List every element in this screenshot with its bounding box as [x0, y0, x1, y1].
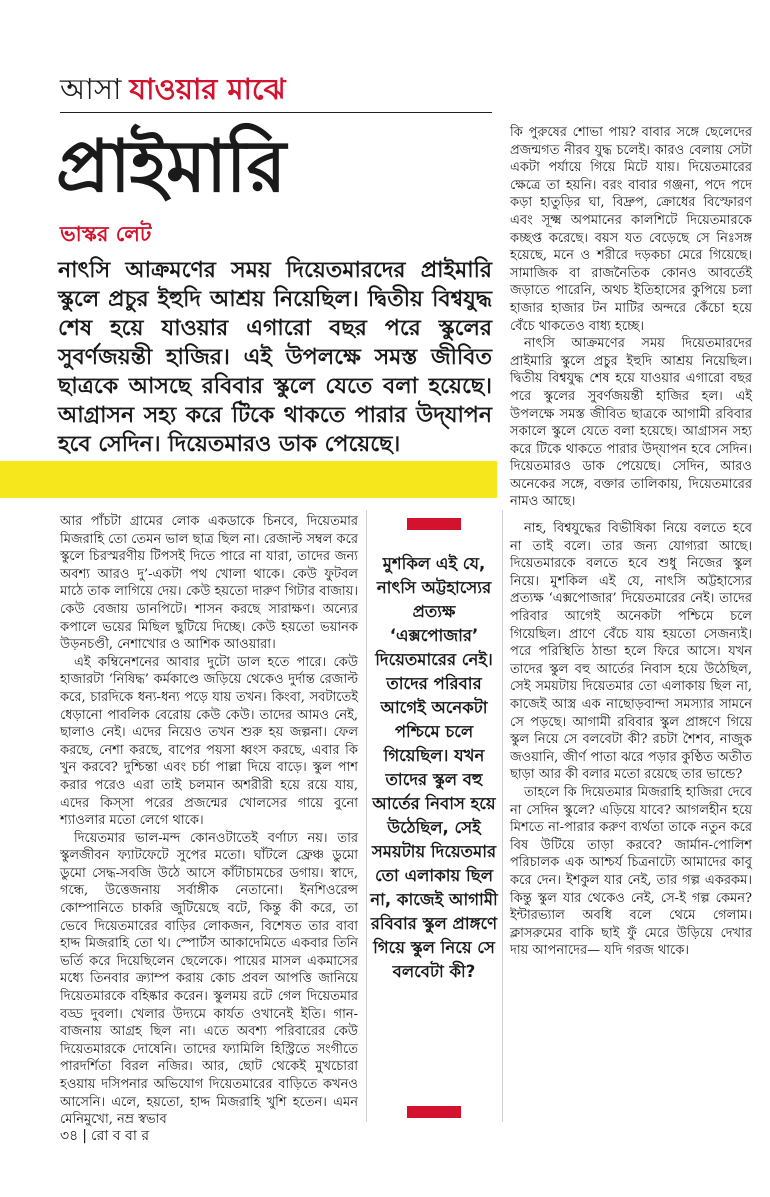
kicker-plain: আসা [60, 72, 122, 106]
paragraph: এই কম্বিনেশনের আবার দুটো ডাল হতে পারে। কেউ হাজারটা ‘নিষিদ্ধ’ কর্মকাণ্ডে জড়িয়ে থেকেও দুর্দান্ত রেজাল্ট করে, চারদিকে ধন্য-ধন্য পড়ে যায় তখন। কিংবা, সবটাতেই ধেড়ানো পাবলিক বেরোয় কেউ কেউ। তাদের আমও নেই, ছালাও নেই। এদের নিয়েও তখন শুরু হয় জল্পনা। ফেল করছে, নেশা করছে, বাপের পয়সা ধ্বংস করছে, এবার কি খুন করবে? দুশ্চিন্তা এবং চর্চা পাল্লা দিয়ে বাড়ে। স্কুল পাশ করার পরেও এরা তাই চলমান অশরীরী হয়ে রয়ে যায়, এদের কিস্‌সা পরের প্রজন্মের খোলসের গায়ে বুনো শ্যাওলার মতো লেগে থাকে। [60, 654, 358, 829]
paragraph: নাৎসি আক্রমণের সময় দিয়েতমারদের প্রাইমারি স্কুলে প্রচুর ইহুদি আশ্রয় নিয়েছিল। দ্বিতীয় বিশ্বযুদ্ধ শেষ হয়ে যাওয়ার এগারো বছর পরে স্কুলের সুবর্ণজয়ন্তী হাজির হল। এই উপলক্ষে সমস্ত জীবিত ছাত্রকে আগামী রবিবার সকালে স্কুলে যেতে বলা হয়েছে। আগ্রাসন সহ্য করে টিকে থাকতে পারার উদ্‌যাপন হবে সেদিন। দিয়েতমারও ডাক পেয়েছে। সেদিন, আরও অনেকের সঙ্গে, বক্তার তালিকায়, দিয়েতমারের নামও আছে। [510, 336, 752, 510]
standfirst: নাৎসি আক্রমণের সময় দিয়েতমারদের প্রাইমারি স্কুলে প্রচুর ইহুদি আশ্রয় নিয়েছিল। দ্বিতীয় বিশ্বযুদ্ধ শেষ হয়ে যাওয়ার এগারো বছর পরে স্কুলের সুবর্ণজয়ন্তী হাজির। এই উপলক্ষে সমস্ত জীবিত ছাত্রকে আসছে রবিবার স্কুলে যেতে বলা হয়েছে। আগ্রাসন সহ্য করে টিকে থাকতে পারার উদ্‌যাপন হবে সেদিন। দিয়েতমারও ডাক পেয়েছে। [58, 258, 492, 457]
footer-separator: | [82, 1128, 87, 1144]
kicker-highlight: যাওয়ার মাঝে [129, 72, 286, 106]
article-title: প্রাইমারি [56, 124, 286, 208]
pull-quote-text: মুশকিল এই যে, নাৎসি অট্টহাস্যের প্রত্যক্ষ ‘এক্সপোজার’ দিয়েতমারের নেই। তাদের পরিবার আগেই অনেকটা পশ্চিমে চলে গিয়েছিল। যখন তাদের স্কুল বহু আর্তের নিবাস হয়ে উঠেছিল, সেই সময়টায় দিয়েতমার তো এলাকায় ছিল না, কাজেই আগামী রবিবার স্কুল প্রাঙ্গণে গিয়ে স্কুল নিয়ে সে বলবেটা কী? [370, 554, 498, 981]
page-footer [60, 1126, 149, 1146]
paragraph: তাহলে কি দিয়েতমার মিজরাহি হাজিরা দেবে না সেদিন স্কুলে? এড়িয়ে যাবে? আগলহীন হয়ে মিশতে না-পারার করুণ ব্যর্থতা তাকে নতুন করে বিষ উটিয়ে তাড়া করবে? জার্মান-পোলিশ পরিচালক এক আশ্চর্য চিত্রনাট্যে আমাদের কাবু করে দেন। ইশকুল যার নেই, তার গল্প একরকম। কিন্তু স্কুল যার থেকেও নেই, সে-ই গল্প কেমন? ইন্টারভ্যাল অবধি বলে থেমে গেলাম। ক্লাসরুমের বাকি ছাই ফুঁ মেরে উড়িয়ে দেখার দায় আপনাদের— যদি গরজ থাকে। [510, 784, 752, 959]
paragraph: কি পুরুষের শোভা পায়? বাবার সঙ্গে ছেলেদের প্রজন্মগত নীরব যুদ্ধ চলেই। কারও বেলায় সেটা একটা পর্যায়ে গিয়ে মিটে যায়। দিয়েতমারের ক্ষেত্রে তা হয়নি। বরং বাবার গঞ্জনা, পদে পদে কড়া হাতুড়ির ঘা, বিদ্রুপ, ক্রোধের বিস্ফোরণ এবং সূক্ষ্ম অপমানের কালশিটে দিয়েতমারকে কচ্ছপ্ত করেছে। বয়স যত বেড়েছে সে নিঃসঙ্গ হয়েছে, মনে ও শরীরে দড়কচা মেরে গিয়েছে। সামাজিক বা রাজনৈতিক কোনও আবর্তেই জড়াতে পারেনি, অথচ ইতিহাসের কুপিয়ে চলা হাজার হাজার টন মাটির অন্দরে কেঁচো হয়ে বেঁচে থাকতেও বাধ্য হচ্ছে। [510, 125, 752, 334]
section-kicker [60, 70, 492, 108]
body-column-right [510, 124, 752, 1119]
page-number: ৩৪ [60, 1128, 79, 1144]
column-divider [502, 510, 503, 1122]
body-column-left [60, 513, 358, 1128]
pull-quote-bar-bottom [407, 1106, 461, 1118]
magazine-name: রো ব বা র [90, 1128, 150, 1144]
paragraph: দিয়েতমার ভাল-মন্দ কোনওটাতেই বর্ণাঢ্য নয়। তার স্কুলজীবন ফ্যাটফেটে সুপের মতো। ঘাঁটলে ফ্রেঞ্চ ডুমো ডুমো সেদ্ধ-সবজি উঠে আসে কাঁটাচামচের ডগায়। স্বাদে, গন্ধে, উত্তেজনায় সর্বাঙ্গীক নেতানো। ইনশিওরেন্স কোম্পানিতে চাকরি জুটিয়েছে বটে, কিন্তু কী করে, তা ভেবে দিয়েতমারের বাড়ির লোকজন, বিশেষত তার বাবা হাদ্দ মিজরাহি তো থ। স্পোর্টস আকাদেমিতে একবার তিনি ভর্তি করে দিয়েছিলেন ছেলেকে। পায়ের মাসল একমাসের মধ্যে তিনবার ক্র্যাম্প করায় কোচ প্রবল আপত্তি জানিয়ে দিয়েতমারকে বহিষ্কার করেন। স্কুলময় রটে গেল দিয়েতমার বড্ড দুবলা। খেলার উদ্যমে কার্যত ওখানেই ইতি। গান-বাজনায় আগ্রহ ছিল না। এতে অবশ্য পরিবারের কেউ দিয়েতমারকে দোষেনি। তাদের ফ্যামিলি হিস্ট্রিতে সংগীতে পারদর্শিতা বিরল নজির। আর, ছোট থেকেই মুখচোরা হওয়ায় দসিপনার অভিযোগ দিয়েতমারের বাড়িতে কখনও আসেনি। এলে, হয়তো, হাদ্দ মিজরাহি খুশি হতেন। এমন মেনিমুখো, নম্র স্বভাব [60, 830, 358, 1128]
yellow-highlight-band [0, 461, 497, 498]
kicker-divider [60, 112, 492, 113]
paragraph: নাহ, বিশ্বযুদ্ধের বিভীষিকা নিয়ে বলতে হবে না তাই বলে। তার জন্য যোগ্যরা আছে। দিয়েতমারকে বলতে হবে শুধু নিজের স্কুল নিয়ে। মুশকিল এই যে, নাৎসি অট্টহাস্যের প্রত্যক্ষ ‘এক্সপোজার’ দিয়েতমারের নেই। তাদের পরিবার আগেই অনেকটা পশ্চিমে চলে গিয়েছিল। প্রাণে বেঁচে যায় হয়তো সেজন্যই। পরে পরিস্থিতি ঠান্ডা হলে ফিরে আসে। যখন তাদের স্কুল বহু আর্তের নিবাস হয়ে উঠেছিল, সেই সময়টায় দিয়েতমার তো এলাকায় ছিল না, কাজেই আস্ত্র এক নাছোড়বান্দা সমস্যার সামনে সে পড়ছে। আগামী রবিবার স্কুল প্রাঙ্গণে গিয়ে স্কুল নিয়ে সে বলবেটা কী? রচটা শৈশব, নাজুক জওয়ানি, জীর্ণ পাতা ঝরে পড়ার কুণ্ঠিত অতীত ছাড়া আর কী বলার মতো রয়েছে তার ভান্ডে? [510, 521, 752, 783]
pull-quote-bar-top [407, 518, 461, 530]
author-byline: ভাস্কর লেট [60, 222, 152, 246]
pull-quote [370, 512, 498, 1124]
column-divider [366, 510, 367, 1122]
paragraph: আর পাঁচটা গ্রামের লোক একডাকে চিনবে, দিয়েতমার মিজরাহি তো তেমন ভাল ছাত্র ছিল না। রেজাল্ট সম্বল করে স্কুলে চিরস্মরণীয় টিপসই দিতে পারে না যারা, তাদের জন্য অবশ্য আরও দু’-একটা পথ খোলা থাকে। কেউ ফুটবল মাঠে তাক লাগিয়ে দেয়। কেউ হয়তো দারুণ গিটার বাজায়। কেউ বেজায় ডানপিটে। শাসন করছে সারাক্ষণ। অন্যের কপালে ভয়ের মিছিল ছুটিয়ে দিচ্ছে। কেউ হয়তো ভয়ানক উড়নচণ্ডী, নেশাখোর ও আশিক আওয়ারা। [60, 514, 358, 653]
